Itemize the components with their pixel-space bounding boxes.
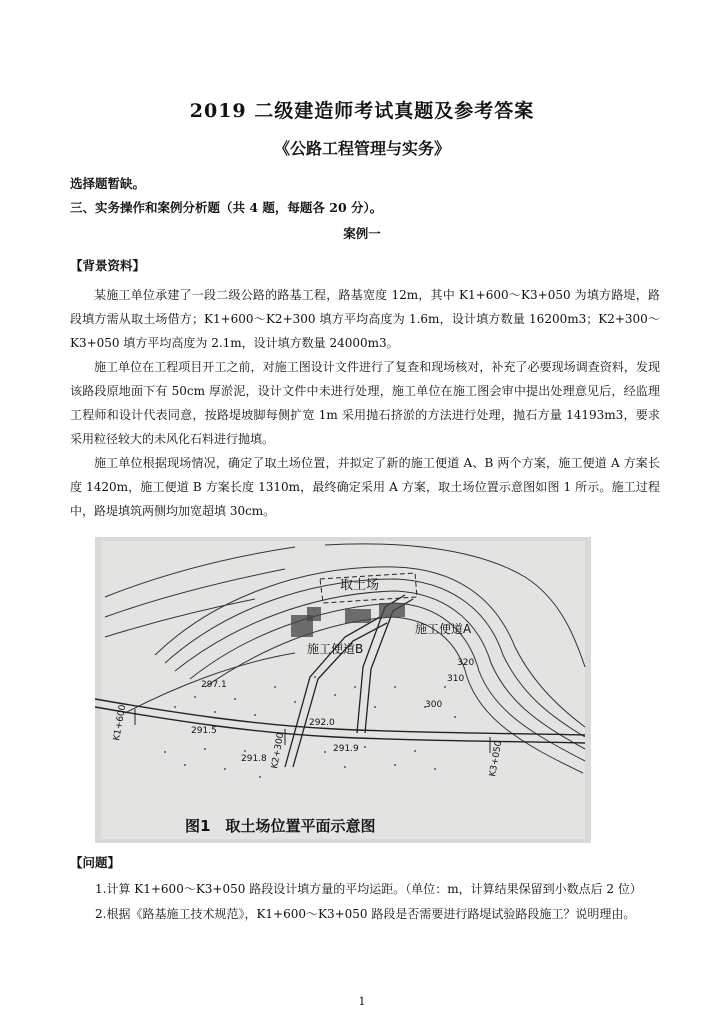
label-k1600: K1+600	[112, 703, 129, 742]
questions-heading: 【问题】	[70, 855, 121, 870]
label-contour-1: 320	[457, 658, 475, 668]
label-elev-5: 291.9	[333, 744, 359, 754]
paragraph-3: 施工单位根据现场情况，确定了取土场位置，并拟定了新的施工便道 A、B 两个方案，施工便道 A 方案长度 1420m，施工便道 B 方案长度 1310m，最终确定采用 A 方案，取土场位置示意图如图 1 所示。施工过程中，路堤填筑两侧均加宽超填 30cm。	[70, 456, 660, 518]
background-heading: 【背景资料】	[70, 258, 146, 273]
label-elev-1: 297.1	[201, 680, 227, 690]
question-2: 2.根据《路基施工技术规范》，K1+600～K3+050 路段是否需要进行路堤试验路段施工？说明理由。	[95, 907, 636, 921]
site-plan-drawing	[95, 537, 591, 843]
section-heading: 三、实务操作和案例分析题（共 4 题，每题各 20 分）。	[70, 200, 383, 215]
label-road-b: 施工便道B	[307, 642, 364, 656]
label-elev-4: 292.0	[309, 718, 335, 728]
label-elev-2: 291.5	[191, 726, 217, 736]
label-borrow-pit: 取土场	[340, 578, 380, 593]
paragraph-1: 某施工单位承建了一段二级公路的路基工程，路基宽度 12m，其中 K1+600～K3+050 为填方路堤，路段填方需从取土场借方；K1+600～K2+300 填方平均高度为 1.6m，设计填方数量 16200m3；K2+300～K3+050 填方平均高度为 2.1m，设计填方数量 24000m3。	[70, 288, 660, 350]
notice-text: 选择题暂缺。	[70, 176, 146, 191]
label-k3050: K3+050	[488, 739, 505, 778]
label-elev-3: 291.8	[241, 754, 267, 764]
figure-caption: 图1 取土场位置平面示意图	[185, 817, 376, 835]
page-subtitle: 《公路工程管理与实务》	[273, 139, 450, 158]
label-k2300: K2+300	[270, 731, 287, 770]
label-contour-3: 300	[425, 700, 443, 710]
question-1: 1.计算 K1+600～K3+050 路段设计填方量的平均运距。（单位：m，计算结果保留到小数点后 2 位）	[95, 882, 642, 896]
label-contour-2: 310	[447, 674, 465, 684]
paragraph-2: 施工单位在工程项目开工之前，对施工图设计文件进行了复查和现场核对，补充了必要现场调查资料，发现该路段原地面下有 50cm 厚淤泥，设计文件中未进行处理，施工单位在施工图会审中提出处理意见后，经监理工程师和设计代表同意，按路堤坡脚每侧扩宽 1m 采用抛石挤淤的方法进行处理，抛石方量 14193m3，要求采用粒径较大的未风化石料进行抛填。	[70, 360, 660, 446]
page-title: 2019 二级建造师考试真题及参考答案	[189, 100, 535, 122]
page-number: 1	[358, 995, 366, 1008]
label-road-a: 施工便道A	[415, 622, 472, 636]
case-title: 案例一	[343, 226, 381, 241]
site-plan-figure	[95, 537, 591, 843]
